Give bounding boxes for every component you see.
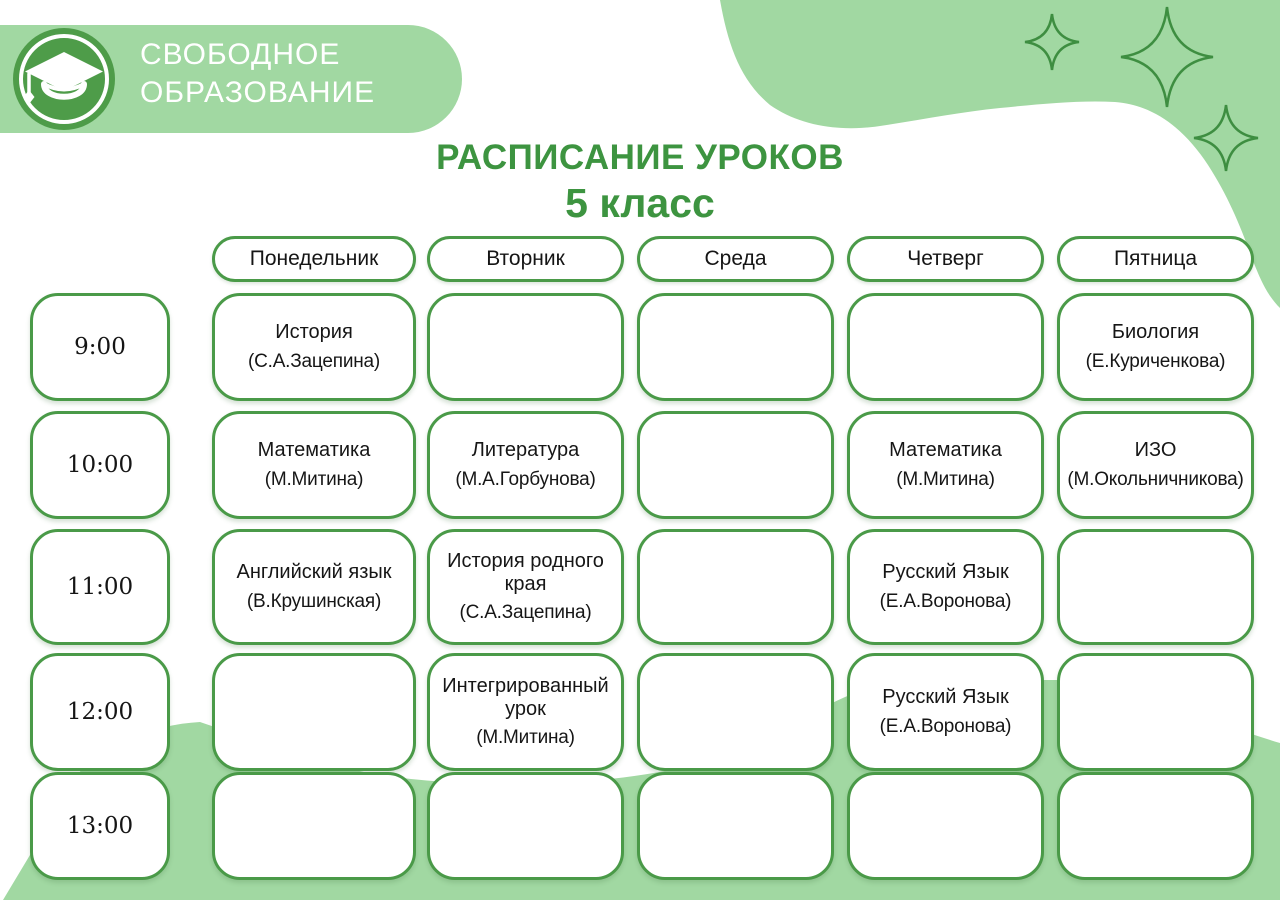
lesson-cell-wednesday-12-00 (637, 653, 834, 771)
lesson-teacher: (Е.А.Воронова) (879, 715, 1012, 737)
lesson-teacher: (М.А.Горбунова) (455, 468, 596, 490)
lesson-cell-monday-11-00 (212, 529, 416, 645)
lesson-teacher: (В.Крушинская) (246, 590, 382, 612)
lesson-subject: ИЗО (1134, 439, 1177, 462)
lesson-cell-tuesday-10-00 (427, 411, 624, 519)
lesson-teacher: (М.Митина) (476, 726, 575, 748)
lesson-subject: Английский язык (236, 561, 392, 584)
lesson-cell-tuesday-11-00 (427, 529, 624, 645)
lesson-cell-thursday-11-00 (847, 529, 1044, 645)
lesson-teacher: (М.Митина) (896, 468, 995, 490)
lesson-cell-monday-12-00 (212, 653, 416, 771)
lesson-cell-friday-12-00 (1057, 653, 1254, 771)
lesson-cell-monday-9-00 (212, 293, 416, 401)
lesson-cell-thursday-10-00 (847, 411, 1044, 519)
lesson-cell-monday-13-00 (212, 772, 416, 880)
lesson-teacher: (Е.Куриченкова) (1085, 350, 1226, 372)
day-header-tuesday: Вторник (427, 236, 624, 282)
page-subtitle: 5 класс (565, 180, 715, 226)
lesson-cell-friday-9-00 (1057, 293, 1254, 401)
time-cell-13-00: 13:00 (30, 772, 170, 880)
time-cell-10-00: 10:00 (30, 411, 170, 519)
lesson-cell-tuesday-12-00 (427, 653, 624, 771)
lesson-cell-thursday-13-00 (847, 772, 1044, 880)
lesson-cell-friday-13-00 (1057, 772, 1254, 880)
lesson-subject: История родного края (447, 550, 604, 595)
lesson-teacher: (М.Окольничникова) (1067, 468, 1244, 490)
lesson-cell-wednesday-10-00 (637, 411, 834, 519)
brand-line-2: ОБРАЗОВАНИЕ (140, 76, 376, 109)
lesson-subject: Биология (1111, 321, 1200, 344)
lesson-cell-wednesday-11-00 (637, 529, 834, 645)
lesson-cell-thursday-12-00 (847, 653, 1044, 771)
day-header-thursday: Четверг (847, 236, 1044, 282)
page-title: РАСПИСАНИЕ УРОКОВ (436, 138, 844, 177)
brand-line-1: СВОБОДНОЕ (140, 38, 341, 71)
lesson-teacher: (Е.А.Воронова) (879, 590, 1012, 612)
lesson-subject: Русский Язык (882, 561, 1009, 584)
lesson-teacher: (С.А.Зацепина) (247, 350, 381, 372)
lesson-cell-thursday-9-00 (847, 293, 1044, 401)
lesson-cell-wednesday-9-00 (637, 293, 834, 401)
time-cell-12-00: 12:00 (30, 653, 170, 771)
time-cell-11-00: 11:00 (30, 529, 170, 645)
lesson-subject: Интегрированный урок (442, 675, 609, 720)
lesson-cell-wednesday-13-00 (637, 772, 834, 880)
titles (0, 138, 1280, 227)
day-header-monday: Понедельник (212, 236, 416, 282)
lesson-subject: Математика (257, 439, 371, 462)
lesson-subject: Литература (471, 439, 580, 462)
lesson-subject: Математика (889, 439, 1002, 462)
brand-name (140, 36, 375, 112)
lesson-subject: История (275, 321, 353, 344)
lesson-teacher: (С.А.Зацепина) (459, 601, 592, 623)
lesson-subject: Русский Язык (882, 686, 1009, 709)
time-cell-9-00: 9:00 (30, 293, 170, 401)
lesson-cell-monday-10-00 (212, 411, 416, 519)
day-header-wednesday: Среда (637, 236, 834, 282)
lesson-cell-tuesday-9-00 (427, 293, 624, 401)
lesson-cell-friday-11-00 (1057, 529, 1254, 645)
graduation-cap-logo-icon (13, 28, 115, 130)
lesson-teacher: (М.Митина) (264, 468, 364, 490)
lesson-cell-tuesday-13-00 (427, 772, 624, 880)
day-header-friday: Пятница (1057, 236, 1254, 282)
lesson-cell-friday-10-00 (1057, 411, 1254, 519)
